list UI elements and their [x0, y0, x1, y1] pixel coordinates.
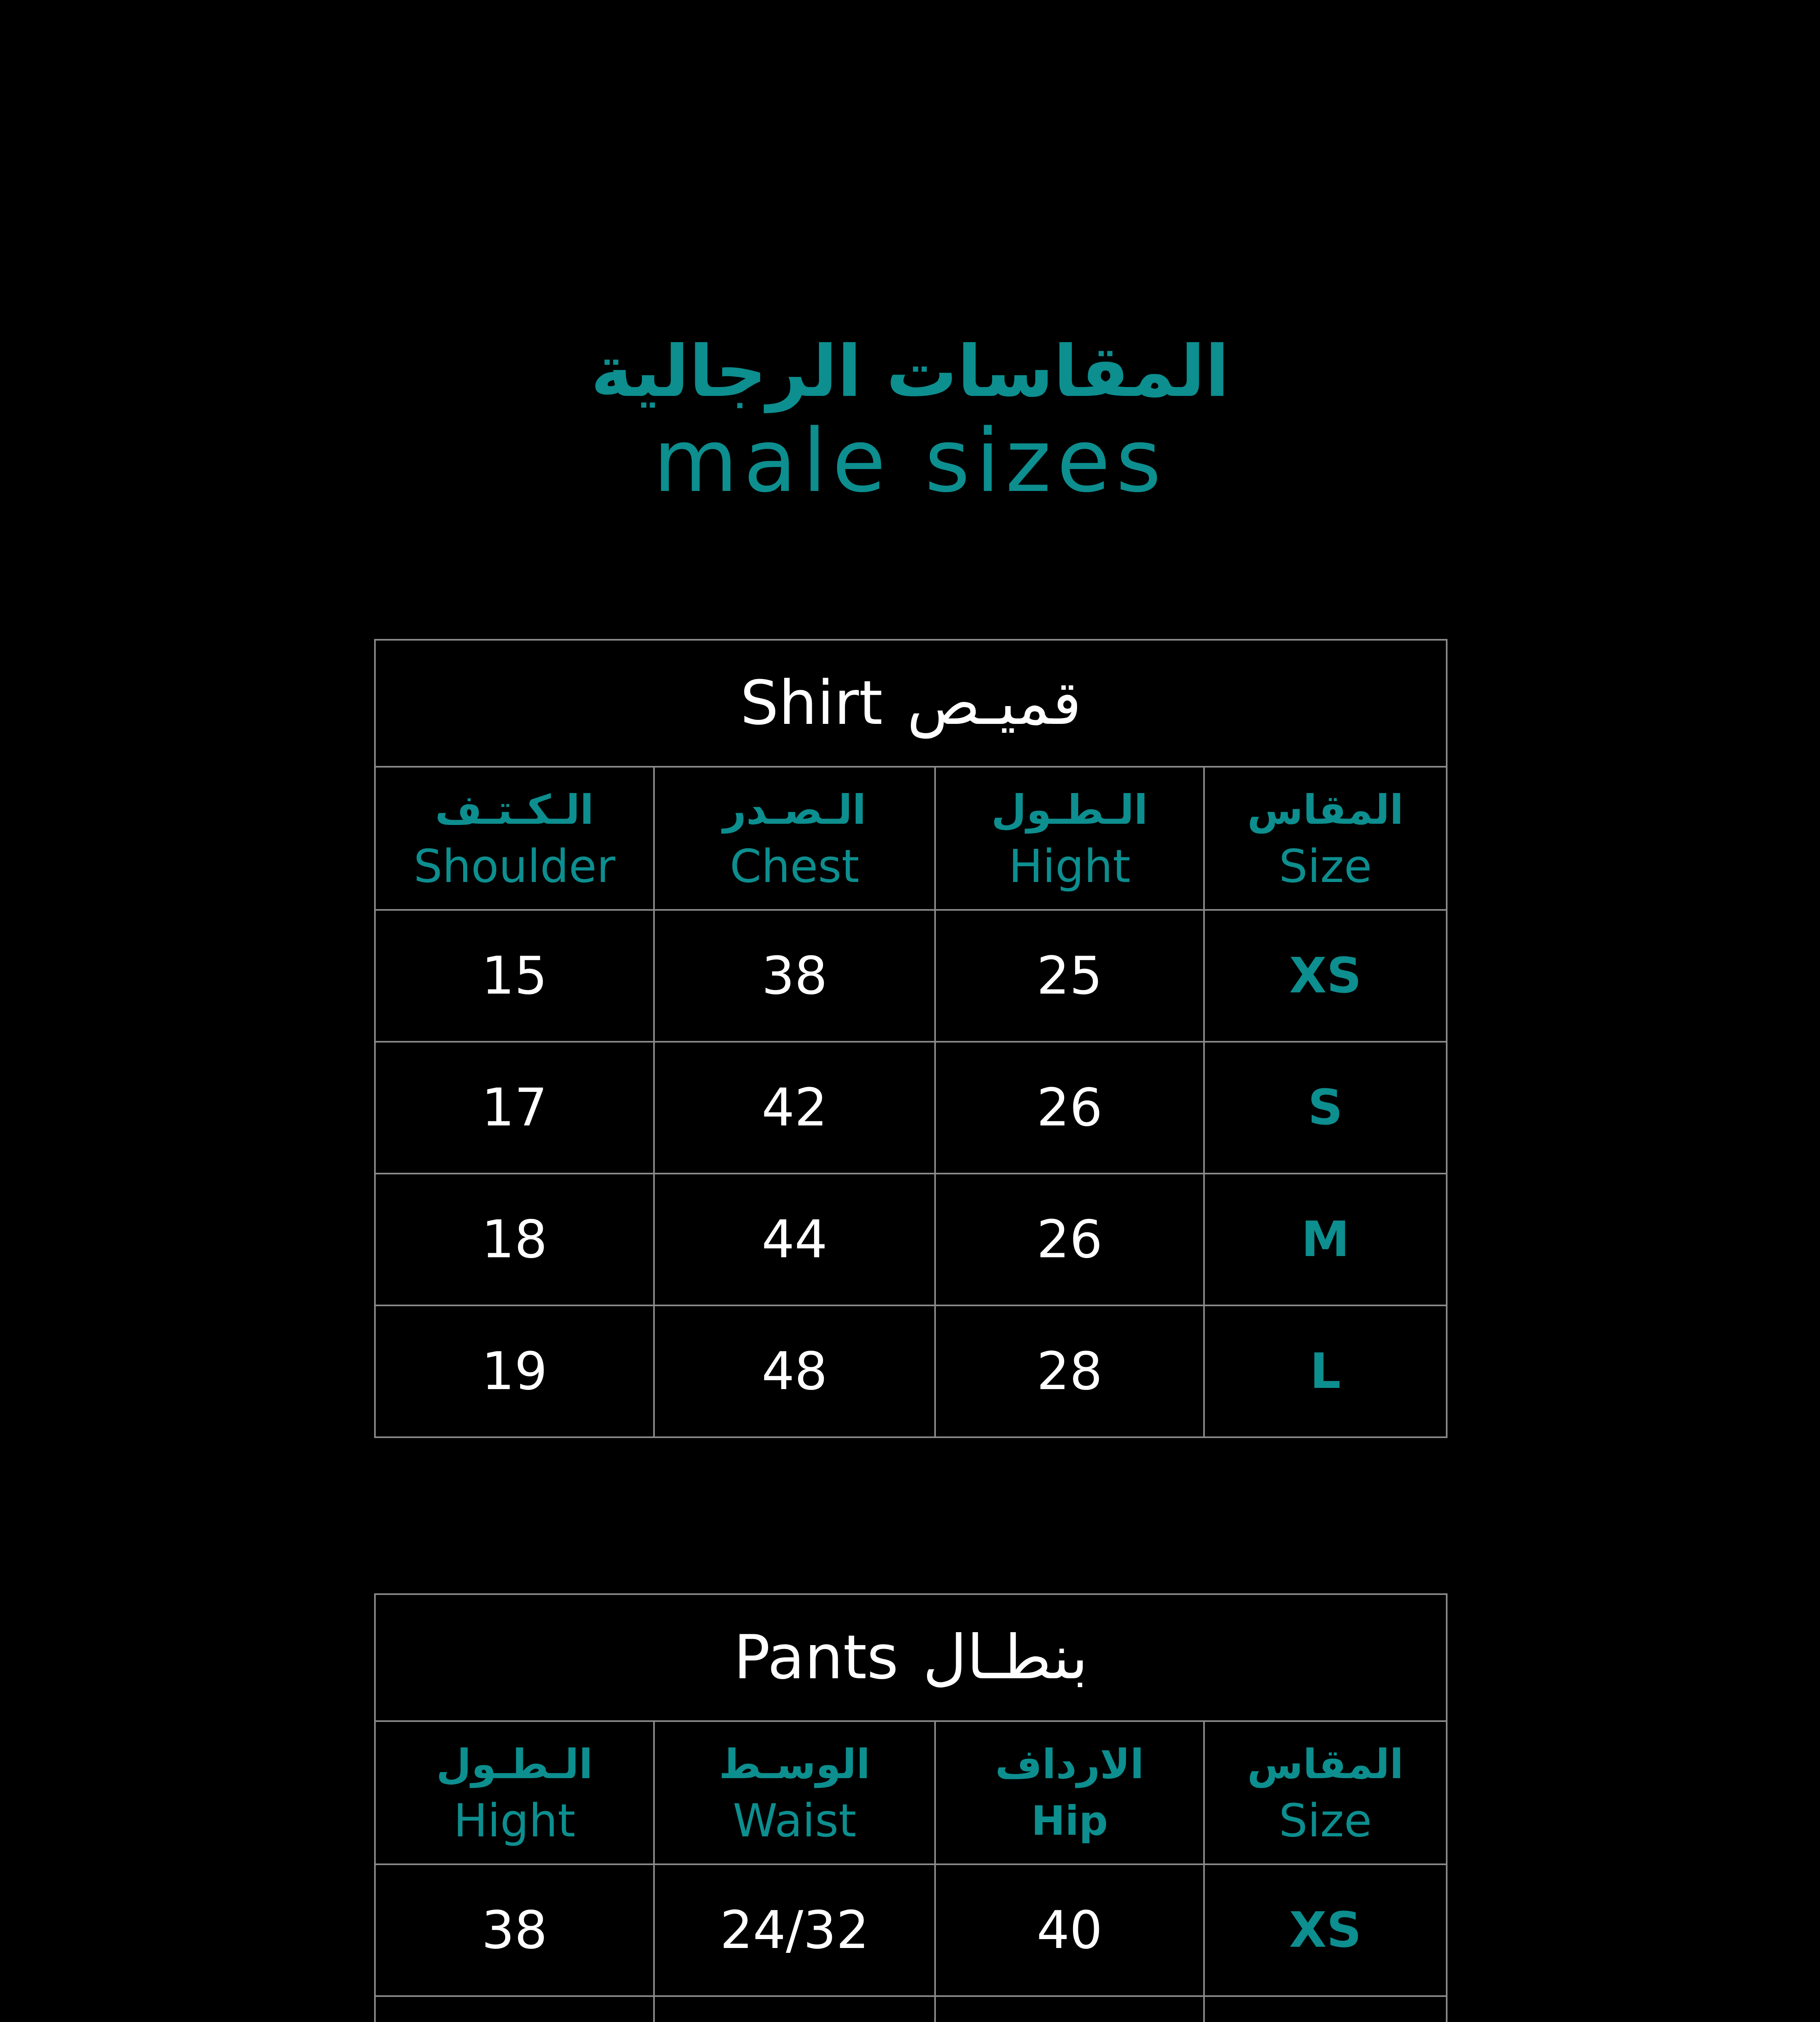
hight-value	[375, 1996, 654, 2022]
table-title-row	[375, 640, 1447, 767]
shirt-size-table	[374, 639, 1448, 1438]
hip-value	[935, 1996, 1204, 2022]
table-title-row	[375, 1594, 1447, 1721]
shirt-title-en: Shirt	[740, 668, 883, 738]
header-label-en: Waist	[732, 1795, 857, 1847]
shoulder-value: 17	[375, 1042, 654, 1174]
header-label-ar: الارداف	[995, 1741, 1144, 1788]
shoulder-value: 15	[375, 910, 654, 1042]
header-label-en: Hip	[1031, 1797, 1108, 1844]
waist-value: 24/32	[654, 1864, 935, 1996]
table-row	[375, 1864, 1447, 1996]
header-label-ar: المقاس	[1247, 1741, 1404, 1788]
pants-title-ar: بنطـال	[923, 1622, 1088, 1693]
chest-value: 48	[654, 1305, 935, 1437]
chest-value: 42	[654, 1042, 935, 1174]
header-label-ar: الـطـول	[991, 786, 1148, 833]
table-header-row	[375, 767, 1447, 910]
header-label-en: Size	[1279, 1795, 1372, 1847]
header-label-en: Shoulder	[413, 840, 616, 893]
chest-value: 44	[654, 1174, 935, 1305]
size-value: XS	[1204, 910, 1447, 1042]
pants-title-en: Pants	[733, 1622, 899, 1693]
hight-value: 38	[375, 1864, 654, 1996]
shoulder-value: 18	[375, 1174, 654, 1305]
header-label-ar: الوسـط	[719, 1741, 870, 1788]
table-row	[375, 1174, 1447, 1305]
page-title-english: male sizes	[653, 410, 1167, 512]
header-hip	[935, 1721, 1204, 1864]
header-label-en: Size	[1279, 840, 1372, 893]
waist-value	[654, 1996, 935, 2022]
header-size	[1204, 1721, 1447, 1864]
size-value: S	[1204, 1042, 1447, 1174]
hight-value: 26	[935, 1174, 1204, 1305]
header-label-en: Hight	[1008, 840, 1131, 893]
hight-value: 25	[935, 910, 1204, 1042]
header-chest	[654, 767, 935, 910]
hight-value: 28	[935, 1305, 1204, 1437]
hight-value: 26	[935, 1042, 1204, 1174]
pants-table-title	[375, 1594, 1447, 1721]
header-label-ar: الـطـول	[436, 1741, 593, 1788]
header-hight	[935, 767, 1204, 910]
chest-value: 38	[654, 910, 935, 1042]
header-label-ar: المقاس	[1247, 786, 1404, 833]
header-label-en: Chest	[730, 840, 859, 893]
table-row	[375, 1042, 1447, 1174]
table-header-row	[375, 1721, 1447, 1864]
hip-value: 40	[935, 1864, 1204, 1996]
table-row	[375, 1305, 1447, 1437]
header-waist	[654, 1721, 935, 1864]
header-size	[1204, 767, 1447, 910]
header-label-ar: الـكـتـف	[435, 786, 594, 833]
header-hight	[375, 1721, 654, 1864]
header-label-en: Hight	[453, 1795, 576, 1847]
page-title-arabic: المقاسات الرجالية	[590, 331, 1230, 413]
size-value: M	[1204, 1174, 1447, 1305]
table-row	[375, 910, 1447, 1042]
shoulder-value: 19	[375, 1305, 654, 1437]
header-shoulder	[375, 767, 654, 910]
size-value	[1204, 1996, 1447, 2022]
pants-size-table	[374, 1593, 1448, 2022]
size-value: XS	[1204, 1864, 1447, 1996]
size-value: L	[1204, 1305, 1447, 1437]
shirt-title-ar: قميـص	[907, 668, 1081, 738]
table-row	[375, 1996, 1447, 2022]
header-label-ar: الـصـدر	[723, 786, 866, 833]
shirt-table-title	[375, 640, 1447, 767]
